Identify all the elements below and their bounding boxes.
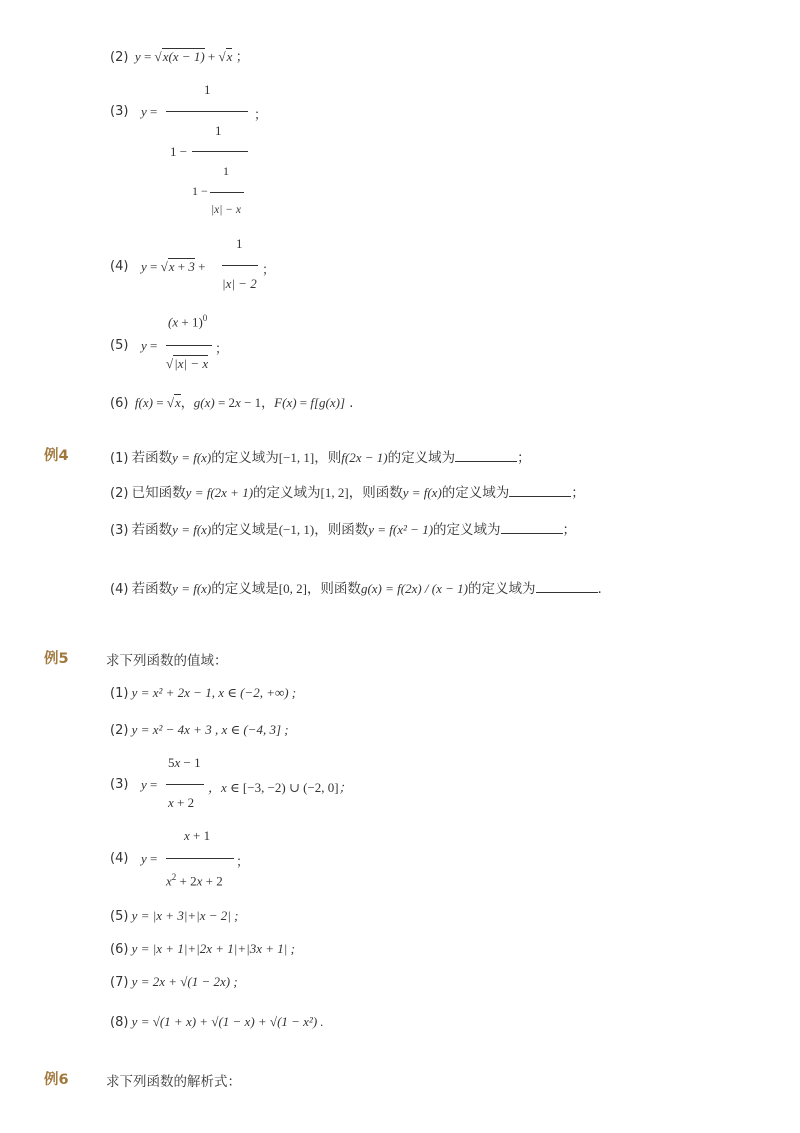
ex4-item-4: (4) 若函数y = f(x)的定义域是[0, 2]，则函数g(x) = f(2x) / (x − 1)的定义域为 . (110, 581, 602, 597)
ex4-item-2: (2) 已知函数y = f(2x + 1)的定义域为[1, 2]，则函数y = f(x)的定义域为 ； (110, 485, 585, 501)
example-6-tag: 例6 (44, 1072, 69, 1088)
item-label: (6) (110, 396, 129, 411)
math-expr: y = √x(x − 1) + √x (131, 49, 233, 64)
ex4-item-1: (1) 若函数y = f(x)的定义域为[−1, 1]，则f(2x − 1)的定义域为 ； (110, 450, 531, 466)
ex5-item-7: (7) y = 2x + √(1 − 2x) ; (110, 974, 238, 990)
answer-blank[interactable] (501, 533, 563, 534)
ex5-item-1: (1) y = x² + 2x − 1, x ∈ (−2, +∞) ; (110, 685, 297, 701)
item-label: (4) (110, 259, 129, 274)
example-4-tag: 例4 (44, 448, 69, 464)
ex4-item-3: (3) 若函数y = f(x)的定义域是(−1, 1)，则函数y = f(x² − 1)的定义域为 ； (110, 522, 577, 538)
ex6-intro: 求下列函数的解析式： (106, 1074, 241, 1090)
prob3-item-6: (6) f(x) = √x，g(x) = 2x − 1，F(x) = f[g(x)] . (110, 395, 354, 411)
ex5-intro: 求下列函数的值域： (106, 653, 228, 669)
ex5-item-6: (6) y = |x + 1|+|2x + 1|+|3x + 1| ; (110, 941, 295, 957)
answer-blank[interactable] (509, 496, 571, 497)
example-5-tag: 例5 (44, 651, 69, 667)
item-label: (2) (110, 50, 129, 65)
item-label: (5) (110, 338, 129, 353)
answer-blank[interactable] (536, 592, 598, 593)
ex5-item-8: (8) y = √(1 + x) + √(1 − x) + √(1 − x²) . (110, 1014, 324, 1030)
item-label: (3) (110, 104, 129, 119)
prob3-item-2: (2) y = √x(x − 1) + √x ； (110, 49, 249, 65)
ex5-item-2: (2) y = x² − 4x + 3 , x ∈ (−4, 3] ; (110, 722, 289, 738)
ex5-item-5: (5) y = |x + 3|+|x − 2| ; (110, 908, 239, 924)
answer-blank[interactable] (455, 461, 517, 462)
